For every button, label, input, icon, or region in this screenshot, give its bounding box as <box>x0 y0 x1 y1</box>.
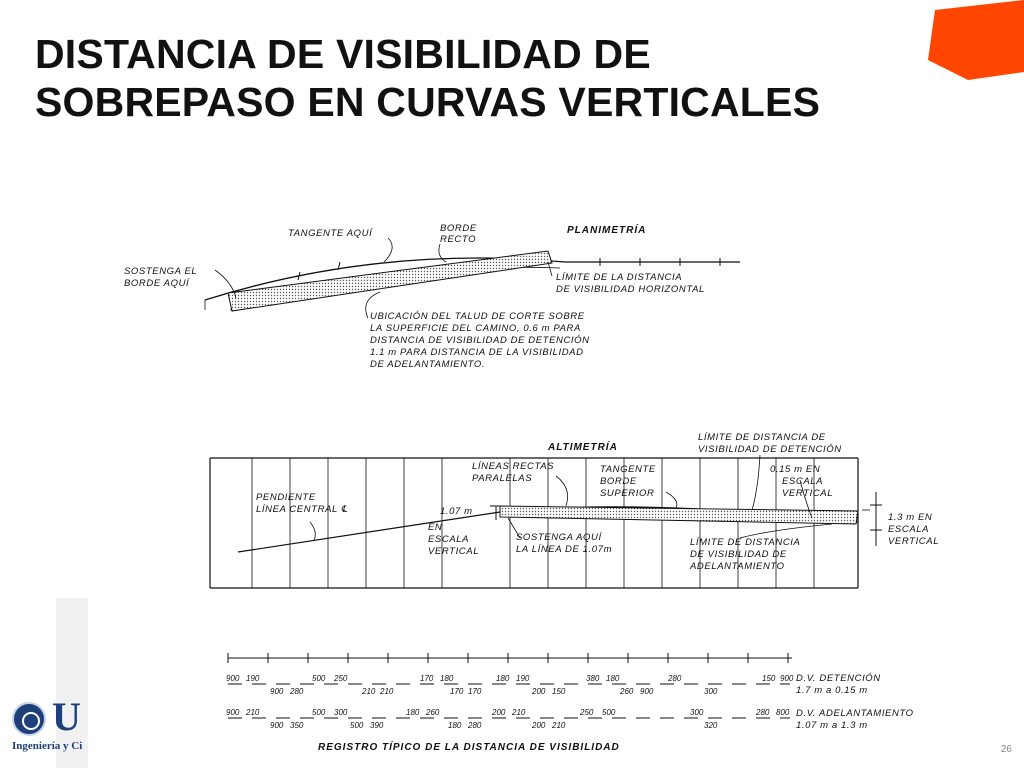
reg-r2b-7: 210 <box>552 721 566 730</box>
pendiente-label-2: LÍNEA CENTRAL ℄ <box>256 504 348 515</box>
reg-r2b-1: 350 <box>290 721 304 730</box>
limite-horizontal-label-2: DE VISIBILIDAD HORIZONTAL <box>556 284 705 295</box>
sostenga-aqui-label-2: LA LÍNEA DE 1.07m <box>516 544 613 555</box>
reg-r2t-2: 500 <box>312 708 326 717</box>
reg-r1t-9: 180 <box>606 674 620 683</box>
recto-label: RECTO <box>440 234 477 245</box>
ubicacion-label-2: LA SUPERFICIE DEL CAMINO, 0.6 m PARA <box>370 323 581 334</box>
dv-detencion-values: 1.7 m a 0.15 m <box>796 685 868 696</box>
limite-detencion-label-2: VISIBILIDAD DE DETENCIÓN <box>698 444 842 455</box>
reg-r1t-3: 250 <box>334 674 348 683</box>
reg-r2t-5: 260 <box>426 708 440 717</box>
ubicacion-label-3: DISTANCIA DE VISIBILIDAD DE DETENCIÓN <box>370 335 590 346</box>
reg-r1t-11: 150 <box>762 674 776 683</box>
reg-r2b-2: 500 <box>350 721 364 730</box>
reg-r2t-9: 500 <box>602 708 616 717</box>
reg-r1t-0: 900 <box>226 674 240 683</box>
tangente-aqui-label: TANGENTE AQUÍ <box>288 228 373 239</box>
reg-r1b-4: 170 <box>450 687 464 696</box>
altura-107-label: 1.07 m <box>440 506 473 517</box>
registro-row-1-bottom <box>270 687 718 696</box>
reg-r2t-10: 300 <box>690 708 704 717</box>
reg-r2t-3: 300 <box>334 708 348 717</box>
dv-adelantamiento-values: 1.07 m a 1.3 m <box>796 720 868 731</box>
reg-r1b-5: 170 <box>468 687 482 696</box>
registro-row-2-top <box>226 708 790 717</box>
sostenga-borde-label-1: SOSTENGA EL <box>124 266 198 277</box>
en-escala-label-3: VERTICAL <box>428 546 480 557</box>
reg-r1t-7: 190 <box>516 674 530 683</box>
reg-r1b-9: 900 <box>640 687 654 696</box>
registro-caption: REGISTRO TÍPICO DE LA DISTANCIA DE VISIBILIDAD <box>318 742 620 753</box>
reg-r1t-4: 170 <box>420 674 434 683</box>
en-escala-label-2: ESCALA <box>428 534 470 545</box>
ubicacion-label-4: 1.1 m PARA DISTANCIA DE LA VISIBILIDAD <box>370 347 584 358</box>
lineas-rectas-label-1: LÍNEAS RECTAS <box>472 461 555 472</box>
title-line-1: DISTANCIA DE VISIBILIDAD DE <box>35 31 651 77</box>
reg-r1b-10: 300 <box>704 687 718 696</box>
dv-detencion-label: D.V. DETENCIÓN <box>796 673 881 684</box>
vertical-straight-edge <box>500 506 858 524</box>
logo-letter: U <box>52 694 81 739</box>
dv-adelantamiento-label: D.V. ADELANTAMIENTO <box>796 708 914 719</box>
borde-label: BORDE <box>440 223 477 234</box>
reg-r1b-0: 900 <box>270 687 284 696</box>
registro-row-1-top <box>226 674 794 683</box>
reg-r2t-11: 280 <box>756 708 770 717</box>
escala-13-label-2: ESCALA <box>888 524 930 535</box>
reg-r1t-2: 500 <box>312 674 326 683</box>
reg-r2b-3: 390 <box>370 721 384 730</box>
ubicacion-label-5: DE ADELANTAMIENTO. <box>370 359 486 370</box>
escala-015-label-3: VERTICAL <box>782 488 834 499</box>
university-seal-icon <box>12 702 46 736</box>
reg-r1t-10: 280 <box>668 674 682 683</box>
limite-detencion-label-1: LÍMITE DE DISTANCIA DE <box>698 432 826 443</box>
altimetria-heading: ALTIMETRÍA <box>548 442 618 453</box>
reg-r1t-1: 190 <box>246 674 260 683</box>
reg-r2t-6: 200 <box>492 708 506 717</box>
limite-adelantamiento-label-3: ADELANTAMIENTO <box>690 561 785 572</box>
reg-r1t-5: 180 <box>440 674 454 683</box>
reg-r1b-7: 150 <box>552 687 566 696</box>
lineas-leader <box>556 476 568 506</box>
reg-r1b-6: 200 <box>532 687 546 696</box>
sostenga-borde-label-2: BORDE AQUÍ <box>124 278 190 289</box>
limite-leader <box>548 262 552 276</box>
university-logo <box>10 694 110 760</box>
reg-r2b-0: 900 <box>270 721 284 730</box>
limite-adel-leader <box>740 524 832 538</box>
reg-r2b-4: 180 <box>448 721 462 730</box>
en-escala-label-1: EN <box>428 522 443 533</box>
reg-r1t-12: 900 <box>780 674 794 683</box>
reg-r2b-6: 200 <box>532 721 546 730</box>
registro-row-2-bottom <box>270 721 718 730</box>
reg-r2t-4: 180 <box>406 708 420 717</box>
tangente-borde-label-1: TANGENTE <box>600 464 656 475</box>
reg-r1b-1: 280 <box>290 687 304 696</box>
reg-r2t-0: 900 <box>226 708 240 717</box>
tangente-leader-v <box>666 492 677 508</box>
reg-r2b-8: 320 <box>704 721 718 730</box>
tangente-borde-label-3: SUPERIOR <box>600 488 655 499</box>
escala-13-label-3: VERTICAL <box>888 536 940 547</box>
lineas-rectas-label-2: PARALELAS <box>472 473 533 484</box>
escala-015-label-2: ESCALA <box>782 476 824 487</box>
reg-r1t-8: 380 <box>586 674 600 683</box>
pendiente-leader <box>310 522 315 540</box>
escala-13-label-1: 1.3 m EN <box>888 512 933 523</box>
limite-adelantamiento-label-1: LÍMITE DE DISTANCIA <box>690 537 801 548</box>
reg-r2t-7: 210 <box>512 708 526 717</box>
reg-r1b-8: 260 <box>620 687 634 696</box>
reg-r2t-12: 800 <box>776 708 790 717</box>
limite-detencion-leader <box>752 455 760 510</box>
limite-horizontal-label-1: LÍMITE DE LA DISTANCIA <box>556 272 683 283</box>
reg-r1t-6: 180 <box>496 674 510 683</box>
tangente-borde-label-2: BORDE <box>600 476 637 487</box>
reg-r2t-8: 250 <box>580 708 594 717</box>
sostenga-aqui-label-1: SOSTENGA AQUÍ <box>516 532 602 543</box>
escala-015-label-1: 0.15 m EN <box>770 464 821 475</box>
reg-r1b-3: 210 <box>380 687 394 696</box>
planimetria-heading: PLANIMETRÍA <box>567 225 647 236</box>
pendiente-label-1: PENDIENTE <box>256 492 316 503</box>
reg-r2t-1: 210 <box>246 708 260 717</box>
logo-text: Ingeniería y Ci <box>12 740 83 752</box>
reg-r2b-5: 280 <box>468 721 482 730</box>
ubicacion-label-1: UBICACIÓN DEL TALUD DE CORTE SOBRE <box>370 311 585 322</box>
reg-r1b-2: 210 <box>362 687 376 696</box>
limite-adelantamiento-label-2: DE VISIBILIDAD DE <box>690 549 787 560</box>
tangente-leader <box>384 238 392 262</box>
page-number: 26 <box>1000 744 1012 755</box>
title-line-2: SOBREPASO EN CURVAS VERTICALES <box>35 79 821 125</box>
